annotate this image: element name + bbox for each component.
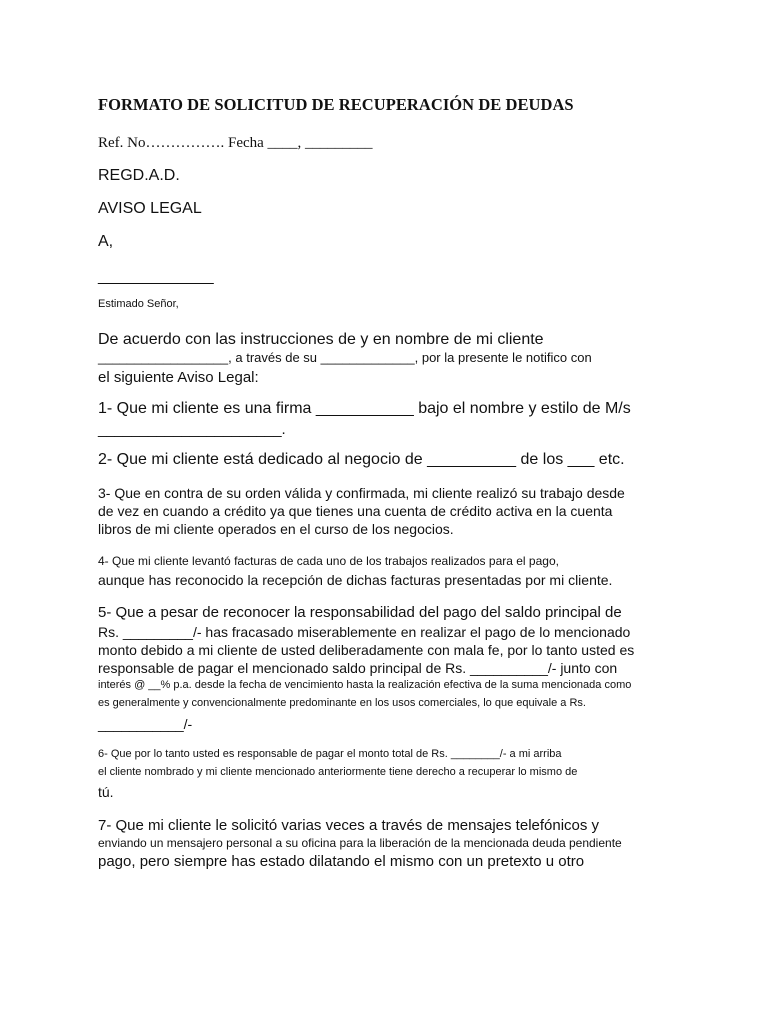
- paragraph-2-line: 2- Que mi cliente está dedicado al negocio de __________ de los ___ etc.: [98, 451, 625, 468]
- paragraph-6-line: el cliente nombrado y mi cliente mencionado anteriormente tiene derecho a recuperar lo mismo de: [98, 766, 578, 778]
- paragraph-4-line: 4- Que mi cliente levantó facturas de cada uno de los trabajos realizados para el pago,: [98, 554, 559, 568]
- reference-date-line: Ref. No……………. Fecha ____, _________: [98, 135, 373, 151]
- intro-line: De acuerdo con las instrucciones de y en nombre de mi cliente: [98, 331, 544, 348]
- salutation: Estimado Señor,: [98, 298, 179, 310]
- paragraph-3-line: de vez en cuando a crédito ya que tienes una cuenta de crédito activa en la cuenta: [98, 503, 613, 519]
- intro-line: __________________, a través de su _____________, por la presente le notifico con: [98, 350, 592, 365]
- paragraph-6-line: 6- Que por lo tanto usted es responsable de pagar el monto total de Rs. ________/- a mi arriba: [98, 748, 562, 760]
- paragraph-7-line: 7- Que mi cliente le solicitó varias veces a través de mensajes telefónicos y: [98, 817, 600, 834]
- recipient-blank-line: _____________: [98, 268, 214, 285]
- paragraph-5-line: responsable de pagar el mencionado saldo principal de Rs. __________/- junto con: [98, 660, 618, 676]
- paragraph-7-line: pago, pero siempre has estado dilatando el mismo con un pretexto u otro: [98, 853, 585, 870]
- intro-line: el siguiente Aviso Legal:: [98, 369, 259, 386]
- paragraph-5-line: 5- Que a pesar de reconocer la responsabilidad del pago del saldo principal de: [98, 604, 622, 621]
- paragraph-1-line: ______________________.: [98, 421, 286, 438]
- document-title: FORMATO DE SOLICITUD DE RECUPERACIÓN DE DEUDAS: [98, 95, 574, 114]
- paragraph-5-line: ___________/-: [98, 716, 193, 732]
- paragraph-5-line: es generalmente y convencionalmente predominante en los usos comerciales, lo que equivale a Rs.: [98, 697, 586, 709]
- paragraph-5-line: interés @ __% p.a. desde la fecha de vencimiento hasta la realización efectiva de la suma mencionada como: [98, 679, 632, 691]
- recipient-label: A,: [98, 233, 114, 250]
- paragraph-1-line: 1- Que mi cliente es una firma ___________ bajo el nombre y estilo de M/s: [98, 400, 631, 417]
- paragraph-3-line: 3- Que en contra de su orden válida y confirmada, mi cliente realizó su trabajo desde: [98, 485, 625, 501]
- paragraph-5-line: Rs. _________/- has fracasado miserablemente en realizar el pago de lo mencionado: [98, 624, 631, 640]
- paragraph-4-line: aunque has reconocido la recepción de dichas facturas presentadas por mi cliente.: [98, 572, 613, 588]
- paragraph-5-line: monto debido a mi cliente de usted deliberadamente con mala fe, por lo tanto usted es: [98, 642, 635, 658]
- paragraph-6-line: tú.: [98, 784, 114, 800]
- legal-notice-label: AVISO LEGAL: [98, 200, 202, 217]
- paragraph-3-line: libros de mi cliente operados en el curso de los negocios.: [98, 521, 454, 537]
- paragraph-7-line: enviando un mensajero personal a su oficina para la liberación de la mencionada deuda pendiente: [98, 836, 622, 850]
- regd-label: REGD.A.D.: [98, 167, 180, 184]
